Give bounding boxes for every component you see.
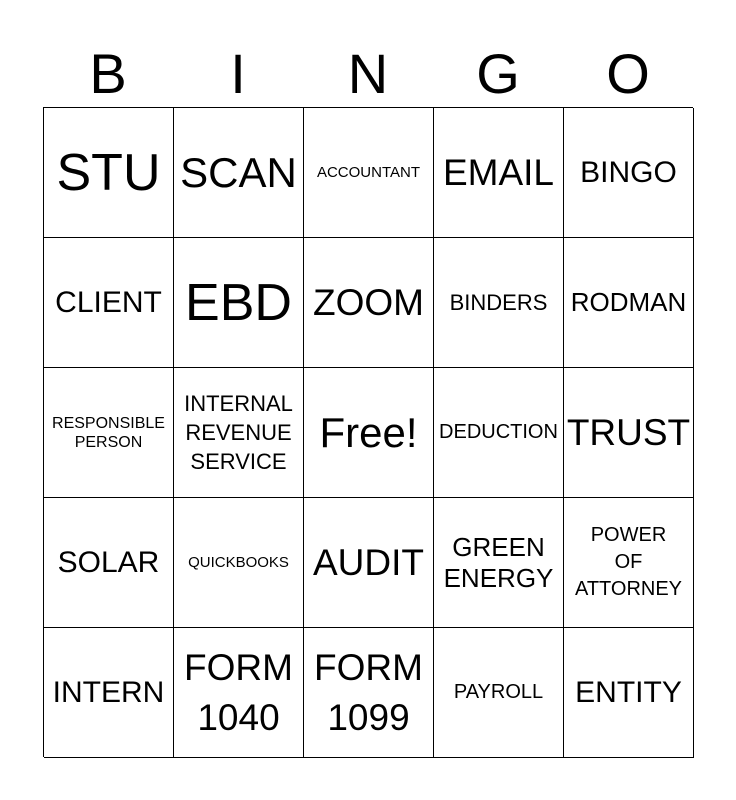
cell-label: FORM 1040 bbox=[184, 646, 293, 738]
bingo-cell-5-4[interactable] bbox=[434, 628, 564, 758]
bingo-cell-1-1[interactable] bbox=[44, 108, 174, 238]
cell-label: CLIENT bbox=[55, 285, 162, 319]
bingo-cell-4-2[interactable] bbox=[174, 498, 304, 628]
bingo-cell-2-1[interactable] bbox=[44, 238, 174, 368]
header-letter-g: G bbox=[476, 42, 520, 105]
cell-label: BINGO bbox=[580, 155, 677, 189]
cell-label: QUICKBOOKS bbox=[188, 553, 289, 571]
bingo-cell-5-2[interactable] bbox=[174, 628, 304, 758]
cell-label: SOLAR bbox=[57, 545, 160, 579]
bingo-cell-5-1[interactable] bbox=[44, 628, 174, 758]
bingo-cell-1-4[interactable] bbox=[434, 108, 564, 238]
cell-label: PAYROLL bbox=[453, 681, 544, 703]
cell-label: BINDERS bbox=[449, 290, 548, 315]
bingo-cell-3-3[interactable] bbox=[304, 368, 434, 498]
header-letter-i: I bbox=[230, 42, 246, 105]
cell-label: RESPONSIBLE PERSON bbox=[52, 414, 165, 451]
header-letter-n: N bbox=[347, 42, 389, 105]
bingo-cell-1-3[interactable] bbox=[304, 108, 434, 238]
cell-label: EBD bbox=[185, 273, 292, 332]
cell-label: POWER OF ATTORNEY bbox=[574, 524, 683, 600]
bingo-board bbox=[43, 107, 693, 757]
header-letter-o: O bbox=[606, 42, 650, 105]
cell-label: ZOOM bbox=[313, 281, 424, 323]
bingo-cell-5-5[interactable] bbox=[564, 628, 694, 758]
bingo-cell-2-5[interactable] bbox=[564, 238, 694, 368]
cell-label: ACCOUNTANT bbox=[316, 163, 421, 181]
bingo-cell-4-4[interactable] bbox=[434, 498, 564, 628]
bingo-cell-5-3[interactable] bbox=[304, 628, 434, 758]
bingo-cell-3-4[interactable] bbox=[434, 368, 564, 498]
bingo-cell-1-5[interactable] bbox=[564, 108, 694, 238]
header-letter-b: B bbox=[89, 42, 127, 105]
bingo-cell-3-2[interactable] bbox=[174, 368, 304, 498]
cell-label: RODMAN bbox=[570, 287, 687, 317]
bingo-cell-3-1[interactable] bbox=[44, 368, 174, 498]
bingo-cell-2-2[interactable] bbox=[174, 238, 304, 368]
cell-label: EMAIL bbox=[442, 151, 555, 193]
cell-label: ENTITY bbox=[575, 675, 682, 709]
bingo-cell-4-3[interactable] bbox=[304, 498, 434, 628]
bingo-cell-4-5[interactable] bbox=[564, 498, 694, 628]
cell-label: TRUST bbox=[566, 411, 691, 453]
bingo-header bbox=[43, 40, 693, 108]
cell-label: FORM 1099 bbox=[314, 646, 423, 738]
cell-label: DEDUCTION bbox=[439, 421, 558, 443]
cell-label: STU bbox=[56, 143, 161, 202]
bingo-cell-2-3[interactable] bbox=[304, 238, 434, 368]
cell-label: AUDIT bbox=[313, 541, 424, 583]
cell-label: GREEN ENERGY bbox=[443, 531, 554, 593]
bingo-cell-1-2[interactable] bbox=[174, 108, 304, 238]
bingo-cell-4-1[interactable] bbox=[44, 498, 174, 628]
bingo-cell-3-5[interactable] bbox=[564, 368, 694, 498]
cell-label: SCAN bbox=[180, 148, 297, 196]
cell-label: Free! bbox=[319, 408, 418, 456]
bingo-cell-2-4[interactable] bbox=[434, 238, 564, 368]
cell-label: INTERN bbox=[52, 675, 165, 709]
cell-label: INTERNAL REVENUE SERVICE bbox=[184, 391, 293, 474]
